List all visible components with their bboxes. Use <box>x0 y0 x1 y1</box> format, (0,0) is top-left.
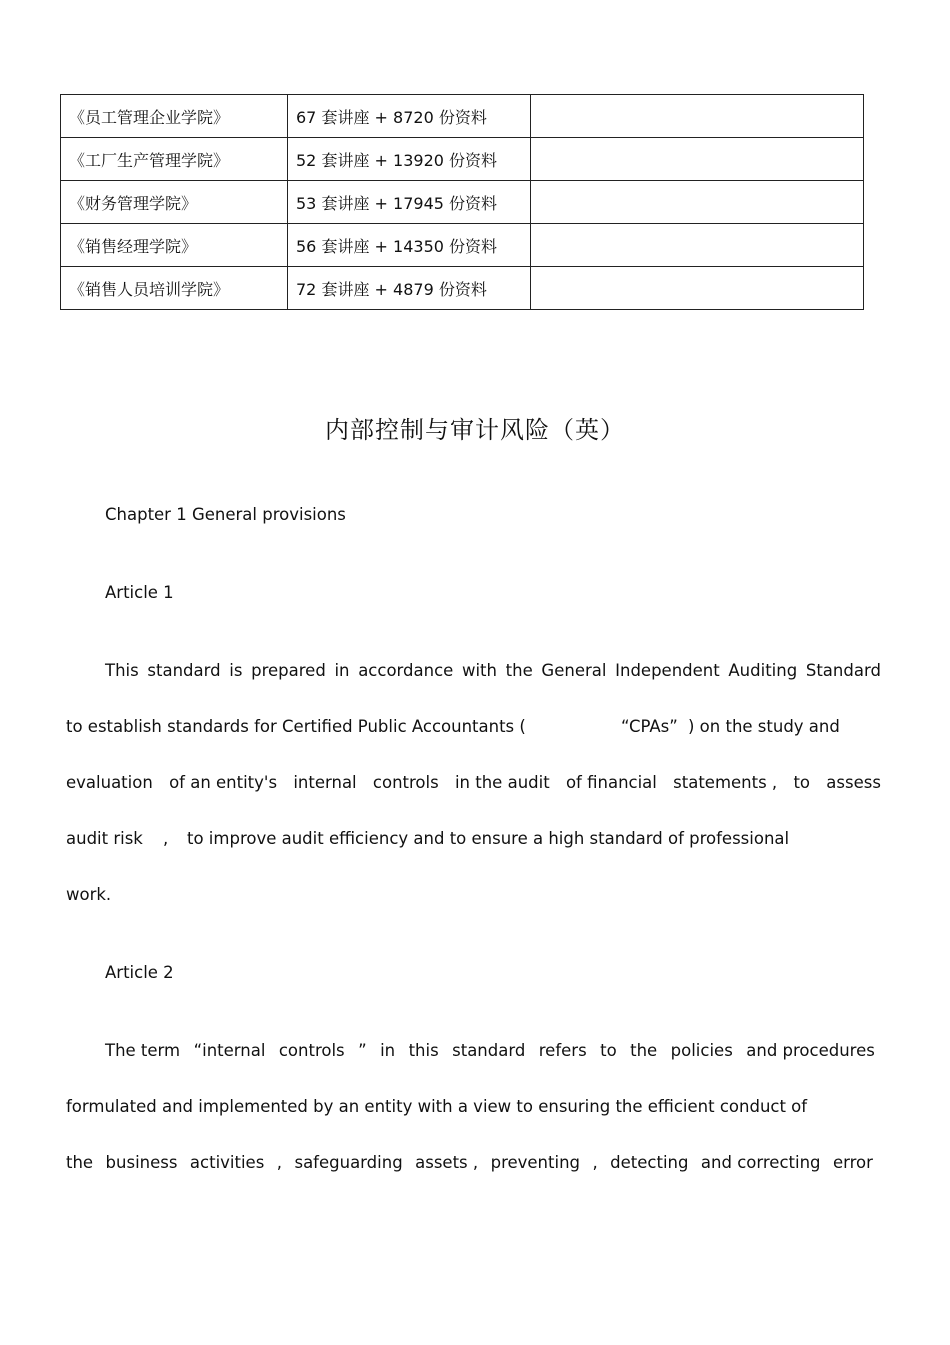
word: policies <box>670 1041 733 1060</box>
table-row <box>61 181 864 224</box>
word: the <box>505 661 533 680</box>
word: This <box>105 661 139 680</box>
course-content-cell: 67 套讲座 + 8720 份资料 <box>288 95 531 138</box>
text-segment: to improve audit efficiency and to ensure a high standard of professional <box>187 829 790 848</box>
word: “internal <box>193 1041 266 1060</box>
word: assess <box>826 773 881 792</box>
word: accordance <box>358 661 454 680</box>
article-2-paragraph-line <box>66 1153 873 1172</box>
word: of an entity's <box>169 773 278 792</box>
word: error <box>832 1153 873 1172</box>
word: internal <box>293 773 357 792</box>
article-1-heading: Article 1 <box>105 583 174 602</box>
word: ” <box>358 1041 367 1060</box>
word: assets , <box>415 1153 479 1172</box>
course-content-cell: 53 套讲座 + 17945 份资料 <box>288 181 531 224</box>
empty-cell <box>531 138 864 181</box>
empty-cell <box>531 267 864 310</box>
word: preventing <box>490 1153 580 1172</box>
table-row <box>61 138 864 181</box>
word: prepared <box>251 661 326 680</box>
word: and correcting <box>700 1153 821 1172</box>
word: controls <box>372 773 439 792</box>
word: Standard <box>805 661 881 680</box>
word: and procedures <box>746 1041 875 1060</box>
catalog-table-body <box>61 95 864 310</box>
course-catalog-table <box>60 94 864 310</box>
word: is <box>229 661 243 680</box>
course-name-cell: 《工厂生产管理学院》 <box>61 138 288 181</box>
course-name-cell: 《财务管理学院》 <box>61 181 288 224</box>
text-segment: “CPAs” <box>621 717 678 736</box>
course-name-cell: 《销售经理学院》 <box>61 224 288 267</box>
table-row <box>61 224 864 267</box>
article-2-paragraph-line: formulated and implemented by an entity with a view to ensuring the efficient conduct of <box>66 1097 808 1116</box>
word: activities <box>189 1153 265 1172</box>
empty-cell <box>531 181 864 224</box>
empty-cell <box>531 224 864 267</box>
article-1-paragraph-line <box>66 829 790 848</box>
course-name-cell: 《销售人员培训学院》 <box>61 267 288 310</box>
word: to <box>600 1041 617 1060</box>
text-segment: audit risk <box>66 829 143 848</box>
word: this <box>408 1041 439 1060</box>
word: General <box>541 661 607 680</box>
course-content-cell: 52 套讲座 + 13920 份资料 <box>288 138 531 181</box>
word: Independent <box>615 661 720 680</box>
word: standard <box>452 1041 526 1060</box>
word: business <box>105 1153 178 1172</box>
word: in the audit <box>454 773 550 792</box>
word: controls <box>278 1041 345 1060</box>
word: The term <box>105 1041 181 1060</box>
text-segment: ) on the study and <box>688 717 840 736</box>
course-name-cell: 《员工管理企业学院》 <box>61 95 288 138</box>
article-1-paragraph-line: work. <box>66 885 112 904</box>
word: evaluation <box>66 773 153 792</box>
document-title: 内部控制与审计风险（英） <box>325 416 625 444</box>
text-segment: to establish standards for Certified Public Accountants ( <box>66 717 526 736</box>
text-segment: , <box>163 829 169 848</box>
word: , <box>592 1153 598 1172</box>
word: statements , <box>673 773 778 792</box>
word: with <box>461 661 497 680</box>
empty-cell <box>531 95 864 138</box>
word: standard <box>147 661 221 680</box>
article-2-paragraph-line <box>105 1041 875 1060</box>
course-content-cell: 56 套讲座 + 14350 份资料 <box>288 224 531 267</box>
word: the <box>630 1041 658 1060</box>
table-row <box>61 267 864 310</box>
word: to <box>793 773 811 792</box>
word: in <box>334 661 350 680</box>
word: Auditing <box>728 661 798 680</box>
article-1-paragraph-line <box>105 661 881 680</box>
article-1-paragraph-line <box>66 773 881 792</box>
word: in <box>380 1041 396 1060</box>
word: of financial <box>565 773 657 792</box>
course-content-cell: 72 套讲座 + 4879 份资料 <box>288 267 531 310</box>
article-1-paragraph-line <box>66 717 840 736</box>
article-2-heading: Article 2 <box>105 963 174 982</box>
table-row <box>61 95 864 138</box>
word: detecting <box>610 1153 689 1172</box>
word: the <box>66 1153 94 1172</box>
chapter-heading: Chapter 1 General provisions <box>105 505 346 524</box>
word: , <box>276 1153 283 1172</box>
word: refers <box>538 1041 587 1060</box>
word: safeguarding <box>294 1153 403 1172</box>
